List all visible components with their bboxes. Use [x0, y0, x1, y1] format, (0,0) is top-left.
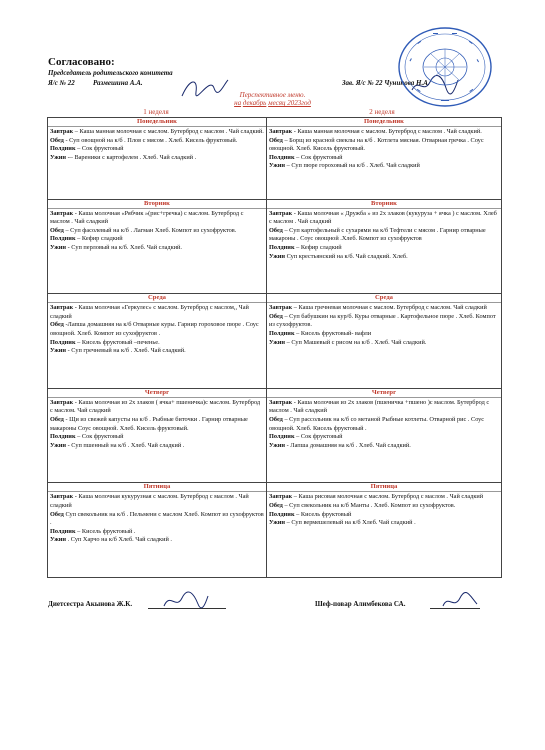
day-name: Понедельник — [48, 118, 266, 127]
meal-entry — [50, 493, 264, 510]
menu-row-5 — [48, 483, 502, 578]
meal-entry — [269, 128, 499, 137]
chef-label: Шеф-повар Алимбекова СА. — [315, 600, 406, 608]
meal-text: – Суп свекольник на к/б Манты . Хлеб. Компот из сухофруктов. — [282, 501, 456, 509]
day-cell — [48, 388, 267, 483]
meal-label: Обед — [50, 136, 64, 144]
meal-entry — [50, 128, 264, 137]
meal-label: Полдник — [50, 145, 76, 153]
meal-entry — [50, 528, 264, 537]
dietitian-signature — [160, 590, 210, 612]
meal-text: – Борщ из красной свеклы на к/б . Котлета мясная. Отварная гречка . Соус овощной. Хлеб. Кисель фруктовый. — [269, 136, 484, 153]
meal-text: – Суп рассольник на к/б со метаной Рыбные котлеты. Отварной рис . Соус овощной. Хлеб. Кисель фруктовый . — [269, 415, 485, 432]
meal-label: Завтрак — [269, 304, 293, 312]
menu-row-4 — [48, 388, 502, 483]
meal-entry — [269, 154, 499, 163]
meal-text: - Суп гречневый на к/б . Хлеб. Чай сладкий. — [66, 347, 186, 355]
meal-text: – Сок фруктовый — [75, 145, 124, 153]
week-1-header: 1 неделя — [143, 108, 169, 116]
meal-label: Ужин — [50, 536, 67, 544]
period-prefix: на — [234, 99, 242, 107]
meal-entry — [269, 502, 499, 511]
week-2-header: 2 неделя — [369, 108, 395, 116]
meal-label: Ужин — [269, 252, 286, 260]
meal-entry — [50, 339, 264, 348]
meal-entry — [269, 253, 499, 262]
meal-text: – Сок фруктовый — [75, 433, 124, 441]
meal-text: – Сок фруктовый — [294, 153, 343, 161]
meal-entry — [269, 416, 499, 433]
meal-label: Полдник — [50, 527, 76, 535]
meal-text: Суп свекольник на к/б . Пельмени с маслом Хлеб. Компот из сухофруктов . — [50, 510, 264, 527]
meal-text: - Суп овощной на к/б . Плов с мясом . Хлеб. Кисель фруктовый. — [63, 136, 238, 144]
meal-label: Ужин — [269, 519, 286, 527]
meal-entry — [50, 347, 264, 356]
meal-text: – Кисель фруктовый- вафли — [294, 329, 372, 337]
meal-text: – Каша рисовая молочная с маслом. Бутерброд с маслом . Чай сладкий — [292, 493, 484, 501]
meal-label: Обед — [50, 510, 64, 518]
meal-entry — [50, 433, 264, 442]
menu-table — [47, 117, 502, 578]
chef-signature — [440, 592, 480, 612]
meal-entry — [50, 227, 264, 236]
meal-entry — [50, 145, 264, 154]
day-cell — [267, 388, 502, 483]
meal-label: Завтрак — [269, 128, 293, 135]
meal-entry — [269, 433, 499, 442]
meal-entry — [50, 399, 264, 416]
meal-label: Обед — [50, 226, 64, 234]
meal-entry — [269, 519, 499, 528]
meal-entry — [50, 321, 264, 338]
period-month: декабрь — [242, 99, 267, 107]
meal-entry — [50, 442, 264, 451]
meal-text: – Каша манная молочная с маслом. Бутерброд с маслом . Чай сладкий. — [73, 128, 264, 135]
meal-entry — [50, 416, 264, 433]
meal-text: - Щи из свежей капусты на к/б . Рыбные биточки . Гарнир отварные макароны Соус овощной. Хлеб. Кисель фруктовый. — [50, 415, 248, 432]
meal-label: Ужин — [50, 347, 67, 355]
menu-row-2 — [48, 199, 502, 294]
meal-text: Суп крестьянский на к/б. Чай сладкий. Хлеб. — [285, 252, 408, 260]
meal-entry — [269, 137, 499, 154]
agreed-heading: Согласовано: — [48, 56, 115, 68]
meal-text: - Каша молочная из 2х злаков (пшеничка +пшено )с маслом. Бутерброд с маслом . Чай сладкий — [269, 398, 490, 415]
menu-row-1 — [48, 118, 502, 200]
day-cell — [48, 294, 267, 389]
meal-text: – Суп пюре гороховый на к/б . Хлеб. Чай сладкий — [285, 162, 420, 170]
meal-text: – Кефир сладкий — [294, 243, 342, 251]
meal-text: - Суп перловый на к/б. Хлеб. Чай сладкий. — [66, 243, 182, 251]
meal-text: – Суп фасолевый на к/б . Лагман Хлеб. Компот из сухофруктов. — [63, 226, 237, 234]
meal-label: Полдник — [269, 329, 295, 337]
day-cell — [267, 118, 502, 200]
day-cell — [48, 483, 267, 578]
day-name: Вторник — [267, 200, 501, 209]
meal-text: - Каша молочная «Рябчик »(рис+гречка) с маслом. Бутерброд с маслом . Чай сладкий — [50, 209, 244, 226]
meal-entry — [269, 227, 499, 244]
meal-label: Завтрак — [50, 209, 74, 217]
meal-entry — [50, 210, 264, 227]
meal-label: Обед — [50, 415, 64, 423]
meal-label: Обед — [269, 501, 283, 509]
meal-text: -– Вареники с картофелем . Хлеб. Чай сладкий . — [66, 153, 197, 161]
meal-text: - Каша молочная «Геркулес» с маслом. Бутерброд с маслом,, Чай сладкий — [50, 304, 249, 320]
day-name: Среда — [267, 294, 501, 303]
meal-text: - Каша манная молочная с маслом. Бутерброд с маслом . Чай сладкий. — [292, 128, 482, 135]
menu-row-3 — [48, 294, 502, 389]
day-name: Пятница — [48, 483, 266, 492]
meal-label: Обед — [269, 136, 283, 144]
meal-label: Завтрак — [50, 493, 74, 501]
meal-entry — [50, 244, 264, 253]
meal-label: Полдник — [269, 243, 295, 251]
meal-entry — [269, 442, 499, 451]
meal-label: Ужин — [50, 243, 67, 251]
menu-title: Перспективное меню. — [239, 91, 306, 99]
day-name: Четверг — [267, 389, 501, 398]
chair-name: Размешина А.А. — [93, 79, 143, 87]
meal-label: Ужин — [269, 338, 286, 346]
meal-entry — [269, 493, 499, 502]
meal-label: Завтрак — [269, 209, 293, 217]
meal-entry — [269, 210, 499, 227]
meal-label: Ужин — [269, 441, 286, 449]
menu-period — [0, 99, 545, 107]
meal-text: - Каша молочная кукурузная с маслом. Бутерброд с маслом . Чай сладкий — [50, 493, 249, 509]
meal-text: – Суп бабушкин на кур/б. Куры отварные . Картофельное пюре . Хлеб. Компот из сухофруктов. — [269, 312, 496, 329]
meal-label: Ужин — [50, 441, 67, 449]
meal-text: – Суп вермешелевый на к/б Хлеб. Чай сладкий . — [285, 519, 416, 527]
meal-label: Завтрак — [50, 304, 74, 312]
meal-entry — [269, 162, 499, 171]
meal-text: – Кефир сладкий — [75, 235, 123, 243]
meal-entry — [269, 313, 499, 330]
meal-label: Завтрак — [50, 398, 74, 406]
meal-entry — [269, 330, 499, 339]
meal-text: – Суп Машевый с рисом на к/б . Хлеб. Чай сладкий. — [285, 338, 427, 346]
meal-text: – Суп картофельный с сухарями на к/б Тефтели с мясом . Гарнир отварные макароны . Соус овощной .Хлеб. Компот из сухофруктов — [269, 226, 486, 243]
day-cell — [267, 483, 502, 578]
meal-entry — [50, 137, 264, 146]
meal-label: Полдник — [50, 338, 76, 346]
meal-label: Обед — [269, 226, 283, 234]
day-cell — [48, 118, 267, 200]
kindergarten-number: Я/с № 22 — [48, 79, 75, 87]
period-suffix: месяц 2023год — [268, 99, 311, 107]
dietitian-label: Диетсестра Акынова Ж.К. — [48, 600, 133, 608]
meal-label: Завтрак — [269, 493, 293, 501]
day-name: Четверг — [48, 389, 266, 398]
meal-label: Полдник — [50, 433, 76, 441]
meal-label: Ужин — [50, 153, 67, 161]
meal-label: Полдник — [269, 510, 295, 518]
meal-entry — [269, 511, 499, 520]
meal-text: – Каша гречневая молочная с маслом. Бутерброд с маслом. Чай сладкий — [292, 304, 487, 312]
meal-text: -Лапша домашняя на к/б Отварные куры. Гарнир гороховое пюре . Соус овощной. Хлеб. Компот из сухофруктов . — [50, 321, 259, 337]
meal-text: - Суп пшенный на к/б . Хлеб. Чай сладкий . — [66, 441, 185, 449]
meal-entry — [269, 339, 499, 348]
meal-text: - Каша молочная « Дружба » из 2х злаков (кукуруза + ячка ) с маслом. Хлеб с маслом . Чай сладкий — [269, 209, 497, 226]
menu-grid — [47, 108, 499, 578]
day-name: Пятница — [267, 483, 501, 492]
meal-text: – Сок фруктовый — [294, 433, 343, 441]
meal-text: – Кисель фруктовый — [294, 510, 352, 518]
meal-entry — [269, 244, 499, 253]
meal-label: Ужин — [269, 162, 286, 170]
meal-label: Завтрак — [269, 398, 293, 406]
meal-entry — [269, 399, 499, 416]
meal-entry — [50, 235, 264, 244]
meal-label: Обед — [50, 321, 64, 329]
chair-title: Председатель родительского комитета — [48, 69, 173, 77]
day-name: Понедельник — [267, 118, 501, 127]
meal-entry — [50, 511, 264, 528]
day-name: Вторник — [48, 200, 266, 209]
meal-label: Полдник — [269, 153, 295, 161]
meal-label: Обед — [269, 415, 283, 423]
meal-label: Завтрак — [50, 128, 74, 135]
head-title: Зав. Я/с № 22 Чунинова Н.А. — [342, 79, 430, 87]
meal-label: Обед — [269, 312, 283, 320]
meal-entry — [50, 154, 264, 163]
day-cell — [267, 294, 502, 389]
meal-text: – Кисель фруктовый . — [75, 527, 136, 535]
meal-text: . Суп Харчо на к/б Хлеб. Чай сладкий . — [66, 536, 173, 544]
meal-label: Полдник — [269, 433, 295, 441]
meal-label: Полдник — [50, 235, 76, 243]
meal-text: – Кисель фруктовый –печенье. — [75, 338, 160, 346]
meal-entry — [50, 304, 264, 321]
meal-text: - Лапша домашняя на к/б . Хлеб. Чай сладкий. — [285, 441, 411, 449]
day-name: Среда — [48, 294, 266, 303]
meal-entry — [50, 536, 264, 545]
day-cell — [48, 199, 267, 294]
day-cell — [267, 199, 502, 294]
meal-entry — [269, 304, 499, 313]
meal-text: - Каша молочная из 2х злаков ( ячка+ пшеничка)с маслом. Бутерброд с маслом. Чай сладкий — [50, 398, 261, 415]
